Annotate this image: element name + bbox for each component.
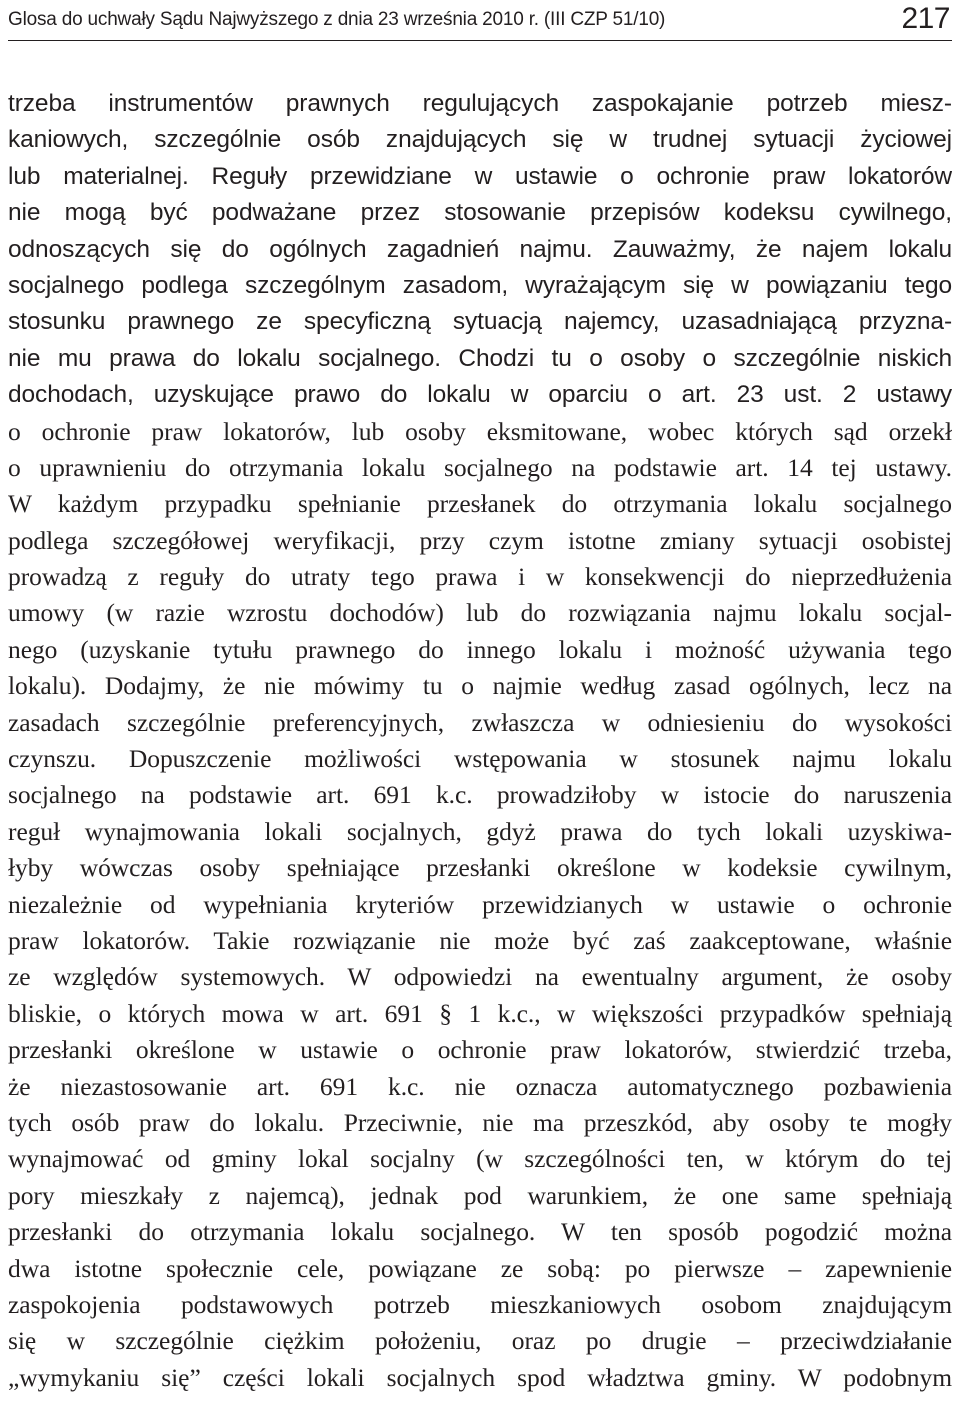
text-line: czynszu. Dopuszczenie możliwości wstępowania w stosunek najmu lokalu xyxy=(8,744,952,774)
text-line: socjalnego podlega szczególnym zasadom, wyrażającym się w powiązaniu tego xyxy=(8,271,952,299)
text-line: stosunku prawnego ze specyficzną sytuacją najemcy, uzasadniającą przyzna- xyxy=(8,308,952,336)
text-line: W każdym przypadku spełnianie przesłanek do otrzymania lokalu socjalnego xyxy=(8,489,952,519)
page-number: 217 xyxy=(901,2,950,35)
running-title: Glosa do uchwały Sądu Najwyższego z dnia 23 września 2010 r. (III CZP 51/10) xyxy=(8,9,666,30)
body-text xyxy=(8,86,952,1396)
text-line: nego (uzyskanie tytułu prawnego do innego lokalu i możność używania tego xyxy=(8,634,952,664)
text-line: łyby wówczas osoby spełniające przesłanki określone w kodeksie cywilnym, xyxy=(8,853,952,883)
text-line: podlega szczegółowej weryfikacji, przy czym istotne zmiany sytuacji osobistej xyxy=(8,525,952,555)
text-line: przesłanki określone w ustawie o ochronie praw lokatorów, stwierdzić trzeba, xyxy=(8,1035,952,1065)
running-header xyxy=(8,0,952,41)
text-line: pory mieszkały z najemcą), jednak pod warunkiem, że one same spełniają xyxy=(8,1180,952,1210)
text-line: dwa istotne społecznie cele, powiązane ze sobą: po pierwsze – zapewnienie xyxy=(8,1253,952,1283)
text-line: nie mogą być podważane przez stosowanie przepisów kodeksu cywilnego, xyxy=(8,199,952,227)
text-line: o uprawnieniu do otrzymania lokalu socjalnego na podstawie art. 14 tej ustawy. xyxy=(8,452,952,482)
text-line: tych osób praw do lokalu. Przeciwnie, nie ma przeszkód, aby osoby te mogły xyxy=(8,1107,952,1137)
text-line: wynajmować od gminy lokal socjalny (w szczególności ten, w którym do tej xyxy=(8,1144,952,1174)
text-line: że niezastosowanie art. 691 k.c. nie oznacza automatycznego pozbawienia xyxy=(8,1071,952,1101)
text-line: praw lokatorów. Takie rozwiązanie nie może być zaś zaakceptowane, właśnie xyxy=(8,925,952,955)
text-line: prowadzą z reguły do utraty tego prawa i w konsekwencji do nieprzedłużenia xyxy=(8,562,952,592)
text-line: lub materialnej. Reguły przewidziane w ustawie o ochronie praw lokatorów xyxy=(8,162,952,190)
text-line: trzeba instrumentów prawnych regulujących zaspokajanie potrzeb miesz- xyxy=(8,90,952,117)
text-line: niezależnie od wypełniania kryteriów przewidzianych w ustawie o ochronie xyxy=(8,889,952,919)
text-line: bliskie, o których mowa w art. 691 § 1 k.c., w większości przypadków spełniają xyxy=(8,998,952,1028)
text-line: odnoszących się do ogólnych zagadnień najmu. Zauważmy, że najem lokalu xyxy=(8,235,952,263)
text-line: lokalu). Dodajmy, że nie mówimy tu o najmie według zasad ogólnych, lecz na xyxy=(8,671,952,701)
text-line: zaspokojenia podstawowych potrzeb mieszkaniowych osobom znajdującym xyxy=(8,1289,952,1319)
text-line: nie mu prawa do lokalu socjalnego. Chodzi tu o osoby o szczególnie niskich xyxy=(8,344,952,372)
text-line: o ochronie praw lokatorów, lub osoby eksmitowane, wobec których sąd orzekł xyxy=(8,416,952,446)
text-line: ze względów systemowych. W odpowiedzi na ewentualny argument, że osoby xyxy=(8,962,952,992)
text-line: dochodach, uzyskujące prawo do lokalu w oparciu o art. 23 ust. 2 ustawy xyxy=(8,381,952,409)
text-line: umowy (w razie wzrostu dochodów) lub do rozwiązania najmu lokalu socjal- xyxy=(8,598,952,628)
text-line: socjalnego na podstawie art. 691 k.c. prowadziłoby w istocie do naruszenia xyxy=(8,780,952,810)
text-line: reguł wynajmowania lokali socjalnych, gdyż prawa do tych lokali uzyskiwa- xyxy=(8,816,952,846)
text-line: się w szczególnie ciężkim położeniu, oraz po drugie – przeciwdziałanie xyxy=(8,1326,952,1356)
text-line: „wymykaniu się” części lokali socjalnych spod władztwa gminy. W podobnym xyxy=(8,1362,952,1392)
text-line: przesłanki do otrzymania lokalu socjalnego. W ten sposób pogodzić można xyxy=(8,1217,952,1247)
text-line: zasadach szczególnie preferencyjnych, zwłaszcza w odniesieniu do wysokości xyxy=(8,707,952,737)
text-line: kaniowych, szczególnie osób znajdujących się w trudnej sytuacji życiowej xyxy=(8,126,952,154)
